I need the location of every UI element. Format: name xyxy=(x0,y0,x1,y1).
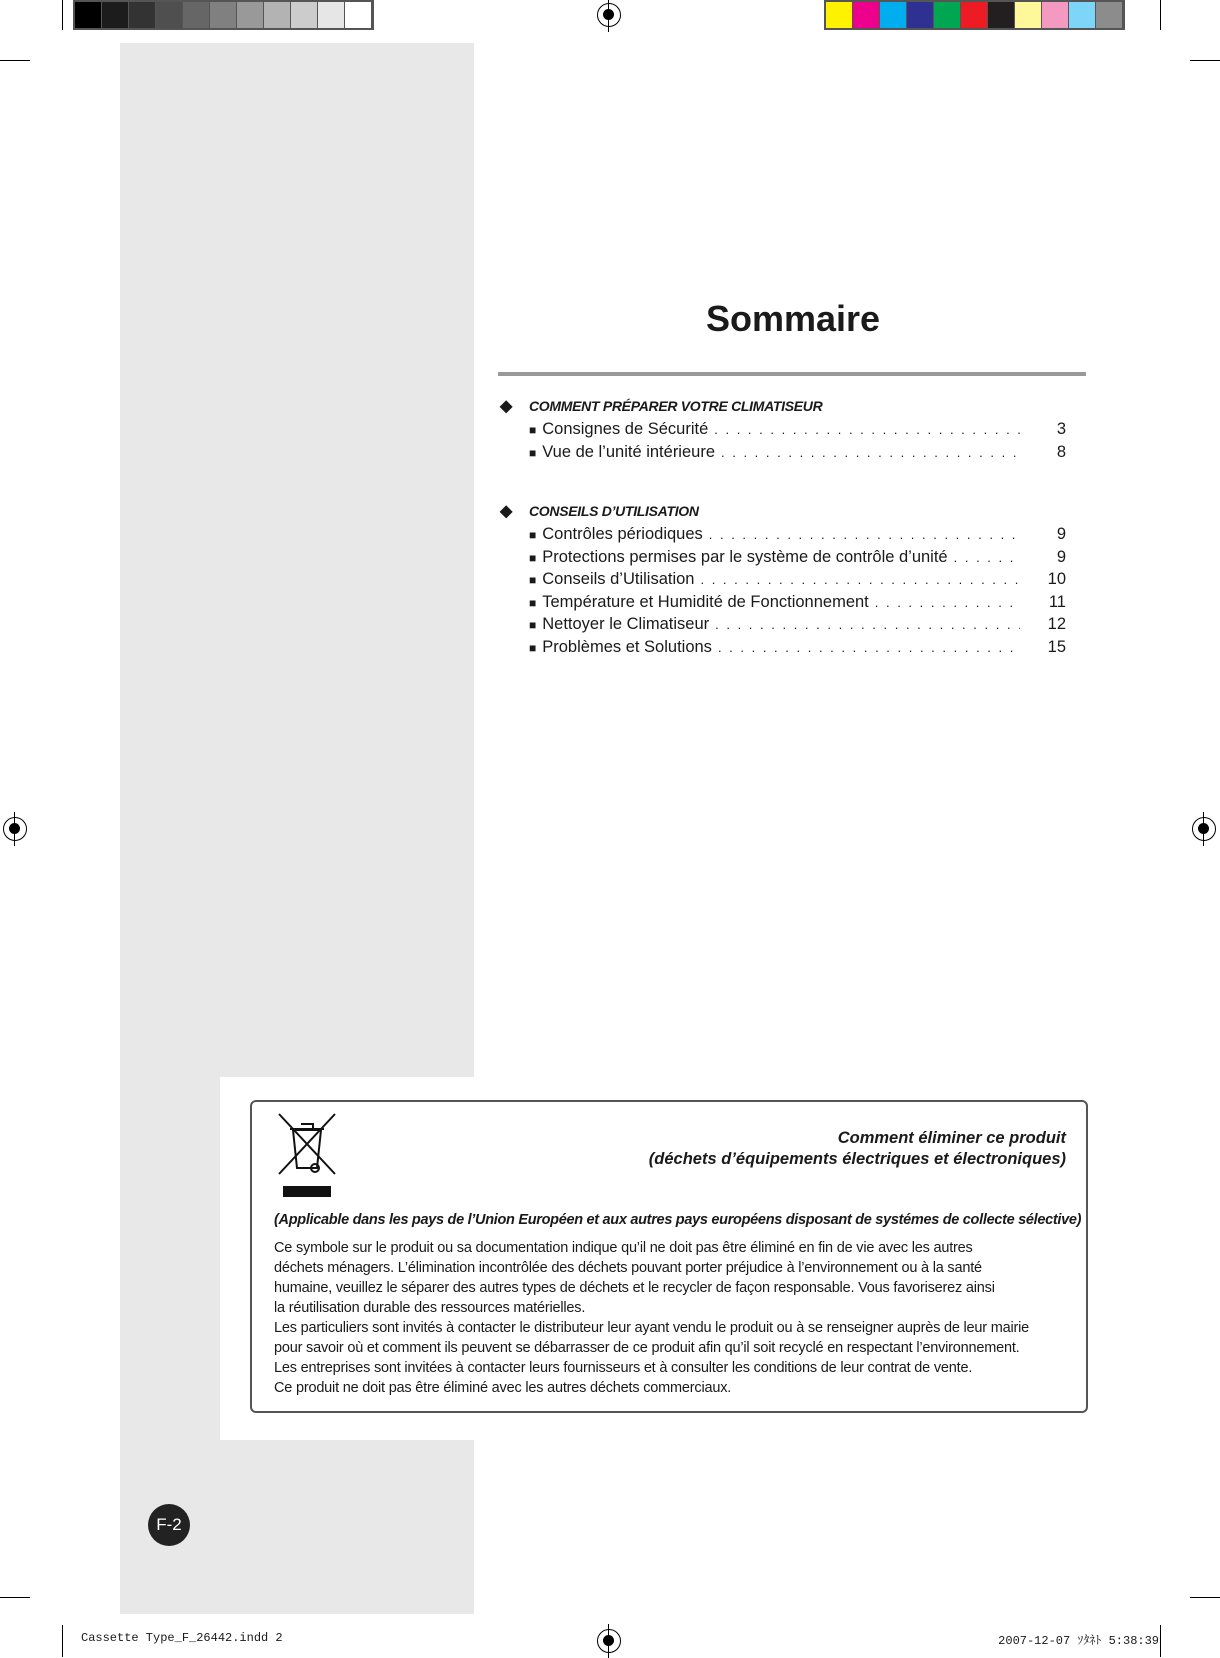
toc-page-number: 11 xyxy=(1048,592,1066,611)
color-swatch xyxy=(826,2,853,28)
color-swatch xyxy=(880,2,907,28)
crop-mark xyxy=(1160,0,1161,30)
square-bullet-icon: ■ xyxy=(529,595,537,610)
disposal-notice-box xyxy=(250,1100,1088,1413)
toc-entry-label: Protections permises par le système de contrôle d’unité xyxy=(542,547,948,566)
toc-entry[interactable] xyxy=(529,525,1066,547)
color-swatch xyxy=(102,2,129,28)
toc-entry-label: Consignes de Sécurité xyxy=(542,420,709,438)
crop-mark xyxy=(1160,1625,1161,1657)
color-swatch xyxy=(183,2,210,28)
toc-page-number: 3 xyxy=(1056,420,1066,438)
toc-page-number: 15 xyxy=(1047,637,1066,656)
leader-dots xyxy=(700,572,1020,587)
title-rule xyxy=(498,372,1086,376)
color-swatch xyxy=(210,2,237,28)
color-swatch xyxy=(318,2,345,28)
leader-dots xyxy=(715,617,1020,632)
toc-entry[interactable] xyxy=(529,615,1066,637)
body-line: Les particuliers sont invités à contacter le distributeur leur ayant vendu le produit ou à se renseigner auprès de leur mairie xyxy=(274,1320,1030,1336)
footer-timestamp: 2007-12-07 ｿﾀﾈﾄ 5:38:39 xyxy=(998,1634,1159,1648)
toc-page-number: 9 xyxy=(1056,547,1066,566)
leader-dots xyxy=(709,527,1020,542)
registration-mark-icon xyxy=(597,1629,621,1653)
color-swatch xyxy=(129,2,156,28)
body-line: Les entreprises sont invitées à contacter leurs fournisseurs et à consulter les conditions de leur contrat de vente. xyxy=(274,1360,973,1376)
color-swatch xyxy=(988,2,1015,28)
color-swatch xyxy=(264,2,291,28)
toc-page-number: 8 xyxy=(1056,442,1066,461)
color-swatch xyxy=(237,2,264,28)
weee-crossed-bin-icon xyxy=(277,1112,337,1200)
crop-mark xyxy=(62,0,63,30)
registration-mark-icon xyxy=(3,817,27,841)
square-bullet-icon: ■ xyxy=(529,573,537,587)
toc-page-number: 9 xyxy=(1056,525,1066,543)
grayscale-bar xyxy=(73,0,374,30)
toc-entry[interactable] xyxy=(529,443,1066,465)
crop-mark xyxy=(1190,1597,1220,1598)
toc-entry-label: Contrôles périodiques xyxy=(542,525,703,543)
square-bullet-icon: ■ xyxy=(529,445,537,460)
color-swatch xyxy=(1069,2,1096,28)
registration-mark-icon xyxy=(597,3,621,27)
toc-entry[interactable] xyxy=(529,420,1066,442)
body-line: la réutilisation durable des ressources matérielles. xyxy=(274,1300,586,1316)
color-swatch xyxy=(1042,2,1069,28)
square-bullet-icon: ■ xyxy=(529,618,537,632)
leader-dots xyxy=(718,640,1020,655)
crop-mark xyxy=(1190,60,1220,61)
diamond-bullet-icon: ◆ xyxy=(500,503,513,520)
leader-dots xyxy=(714,422,1020,437)
crop-mark xyxy=(0,60,30,61)
square-bullet-icon: ■ xyxy=(529,528,537,542)
disposal-subtitle-line: (déchets d’équipements électriques et électroniques) xyxy=(648,1150,1066,1168)
leader-dots xyxy=(721,445,1020,460)
body-line: humaine, veuillez le séparer des autres types de déchets et le recycler de façon responsable. Vous favoriserez ainsi xyxy=(274,1280,995,1296)
color-bar xyxy=(824,0,1125,30)
toc-entry-label: Vue de l’unité intérieure xyxy=(542,442,716,461)
applicability-note: (Applicable dans les pays de l’Union Européen et aux autres pays européens disposant de systémes de collecte sélective) xyxy=(274,1212,1082,1228)
disposal-body-text xyxy=(274,1238,1029,1398)
toc-entry-label: Température et Humidité de Fonctionnement xyxy=(542,592,869,611)
footer-filename: Cassette Type_F_26442.indd 2 xyxy=(81,1631,283,1645)
square-bullet-icon: ■ xyxy=(529,550,537,565)
page-number-badge: F-2 xyxy=(148,1504,190,1546)
crop-mark xyxy=(62,1625,63,1657)
disposal-title-line: Comment éliminer ce produit xyxy=(837,1129,1066,1147)
toc-entry[interactable] xyxy=(529,548,1066,570)
color-swatch xyxy=(345,2,372,28)
color-swatch xyxy=(75,2,102,28)
page-title: Sommaire xyxy=(705,298,881,339)
color-swatch xyxy=(1096,2,1123,28)
color-swatch xyxy=(156,2,183,28)
toc-entry-label: Conseils d’Utilisation xyxy=(542,570,695,588)
registration-mark-icon xyxy=(1192,817,1216,841)
toc-entry[interactable] xyxy=(529,593,1066,615)
toc-entry-label: Nettoyer le Climatiseur xyxy=(542,615,710,633)
color-swatch xyxy=(1015,2,1042,28)
section-title: COMMENT PRÉPARER VOTRE CLIMATISEUR xyxy=(529,398,823,414)
crop-mark xyxy=(0,1597,30,1598)
color-swatch xyxy=(934,2,961,28)
color-swatch xyxy=(961,2,988,28)
leader-dots xyxy=(954,550,1020,565)
color-swatch xyxy=(907,2,934,28)
section-title: CONSEILS D’UTILISATION xyxy=(529,503,699,519)
toc-page-number: 10 xyxy=(1047,570,1066,588)
color-swatch xyxy=(853,2,880,28)
disposal-title xyxy=(649,1128,1066,1170)
toc-page-number: 12 xyxy=(1047,615,1066,633)
body-line: Ce symbole sur le produit ou sa documentation indique qu’il ne doit pas être éliminé en fin de vie avec les autres xyxy=(274,1240,973,1256)
toc-entry[interactable] xyxy=(529,638,1066,660)
toc-entry-label: Problèmes et Solutions xyxy=(542,637,712,656)
diamond-bullet-icon: ◆ xyxy=(500,398,513,415)
toc-entry[interactable] xyxy=(529,570,1066,592)
body-line: Ce produit ne doit pas être éliminé avec les autres déchets commerciaux. xyxy=(274,1380,732,1396)
square-bullet-icon: ■ xyxy=(529,640,537,655)
color-swatch xyxy=(291,2,318,28)
body-line: déchets ménagers. L’élimination incontrôlée des déchets pouvant porter préjudice à l’environnement ou à la santé xyxy=(274,1260,982,1276)
body-line: pour savoir où et comment ils peuvent se débarrasser de ce produit afin qu’il soit recyclé en respectant l’environnement. xyxy=(274,1340,1020,1356)
leader-dots xyxy=(875,595,1020,610)
square-bullet-icon: ■ xyxy=(529,423,537,437)
